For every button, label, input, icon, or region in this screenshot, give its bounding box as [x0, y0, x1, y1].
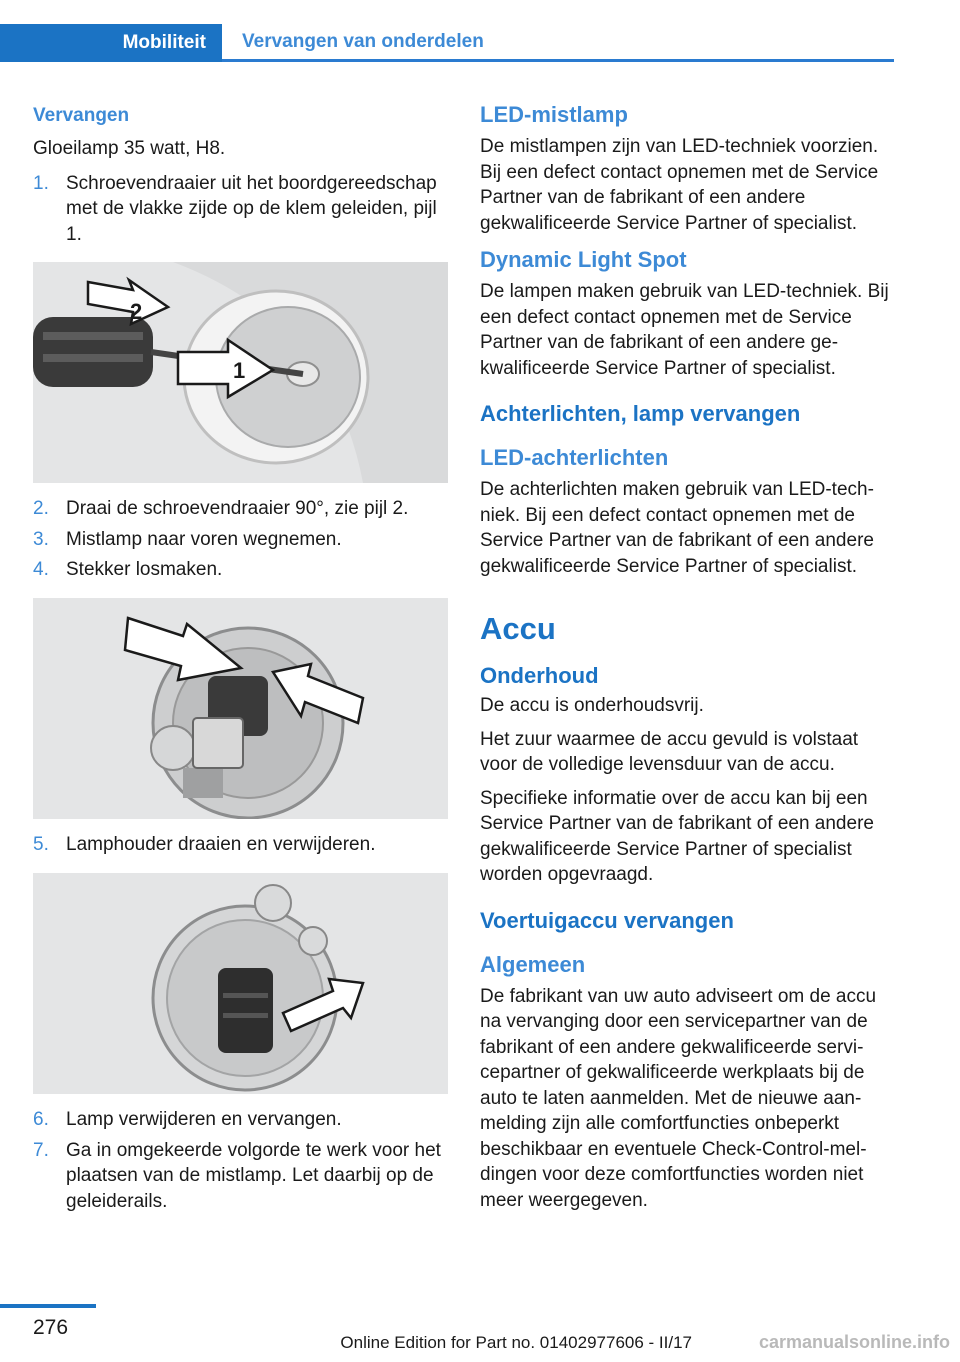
- page-header: [0, 0, 960, 62]
- left-column: [33, 100, 448, 1214]
- section-heading-vervangen: Vervangen: [33, 105, 130, 126]
- footer-rule: [0, 1304, 96, 1308]
- heading-rear-lights: Achterlichten, lamp vervangen: [480, 401, 801, 426]
- arrow-2-label: 2: [130, 299, 143, 324]
- step-number: 2.: [33, 498, 49, 519]
- page-number: 276: [33, 1316, 69, 1339]
- heading-led-fog: LED-mistlamp: [480, 102, 628, 127]
- section-tab: Mobiliteit: [0, 24, 222, 62]
- text-led-fog: De mistlampen zijn van LED-techniek voorzien. Bij een defect contact opnemen met de Service Partner van de fabrikant of een andere gekwalificeerde Service Partner of specialist.: [480, 136, 879, 234]
- step-number: 1.: [33, 172, 49, 194]
- step-text: Schroevendraaier uit het boordgereedschap met de vlakke zijde op de klem geleiden, pijl 1.: [66, 172, 437, 245]
- step-text: Mistlamp naar voren wegnemen.: [66, 528, 342, 550]
- step-text: Lamphouder draaien en verwijderen.: [66, 833, 376, 855]
- step-number: 5.: [33, 833, 49, 855]
- text-maintenance-1: De accu is onderhoudsvrij.: [480, 695, 704, 716]
- steps-list-a: [33, 171, 448, 248]
- bulb-spec: Gloeilamp 35 watt, H8.: [33, 138, 226, 159]
- steps-list-c: [33, 832, 448, 858]
- heading-maintenance: Onderhoud: [480, 663, 599, 688]
- step-text: Draai de schroevendraaier 90°, zie pijl 2.: [66, 498, 409, 519]
- steps-list-d: [33, 1107, 448, 1214]
- heading-led-rear: LED-achterlichten: [480, 445, 669, 470]
- screwdriver-illustration: [33, 262, 448, 483]
- text-general: De fabrikant van uw auto adviseert om de accu na vervanging door een servicepartner van de fabrikant of een andere gekwalificeerde servicepartner of gekwalificeerde werkplaats bij de auto te laten aanmelden. Met de nieuwe aanmelding zijn alle comfortfuncties onbeperkt beschikbaar en eventuele Check-Control-meldingen voor deze comfortfuncties worden niet meer weergegeven.: [480, 985, 877, 1211]
- step-item: [33, 527, 448, 553]
- text-led-rear: De achterlichten maken gebruik van LED-techniek. Bij een defect contact opnemen met de Service Partner van de fabrikant of een andere gekwalificeerde Service Partner of specialist.: [480, 479, 874, 577]
- text-maintenance-2: Het zuur waarmee de accu gevuld is volstaat voor de volledige levensduur van de accu.: [480, 728, 859, 775]
- step-item: [33, 1107, 448, 1133]
- heading-accu: Accu: [480, 611, 556, 646]
- step-item: [33, 557, 448, 583]
- right-column: [480, 100, 900, 1213]
- heading-general: Algemeen: [480, 951, 586, 977]
- steps-list-b: [33, 496, 448, 583]
- step-text: Lamp verwijderen en vervangen.: [66, 1109, 342, 1130]
- step-item: [33, 496, 448, 522]
- heading-dynamic-light-spot: Dynamic Light Spot: [480, 247, 687, 272]
- step-text: Ga in omgekeerde volgorde te werk voor het plaatsen van de mistlamp. Let daarbij op de geleiderails.: [66, 1139, 441, 1212]
- step-item: [33, 171, 448, 248]
- figure-bulb-holder: [33, 873, 448, 1094]
- step-text: Stekker losmaken.: [66, 559, 223, 580]
- figure-screwdriver: [33, 262, 448, 483]
- watermark: carmanualsonline.info: [758, 1332, 950, 1352]
- step-number: 3.: [33, 528, 49, 550]
- step-number: 6.: [33, 1109, 49, 1130]
- edition-info: Online Edition for Part no. 01402977606 - II/17: [340, 1333, 692, 1352]
- connector-illustration: [33, 598, 448, 819]
- heading-battery-replace: Voertuigaccu vervangen: [480, 907, 734, 933]
- bulb-holder-illustration: [33, 873, 448, 1094]
- text-maintenance-3: Specifieke informatie over de accu kan bij een Service Partner van de fabrikant of een andere gekwalificeerde Service Partner of specialist worden opgevraagd.: [480, 787, 874, 885]
- text-dynamic-light-spot: De lampen maken gebruik van LED-techniek. Bij een defect contact opnemen met de Service Partner van de fabrikant of een andere gekwalificeerde Service Partner of specialist.: [480, 281, 889, 379]
- step-item: [33, 832, 448, 858]
- figure-connector: [33, 598, 448, 819]
- step-number: 7.: [33, 1139, 49, 1161]
- step-number: 4.: [33, 559, 49, 580]
- chapter-tab: Vervangen van onderdelen: [222, 24, 894, 62]
- step-item: [33, 1138, 448, 1215]
- arrow-1-label: 1: [233, 358, 246, 383]
